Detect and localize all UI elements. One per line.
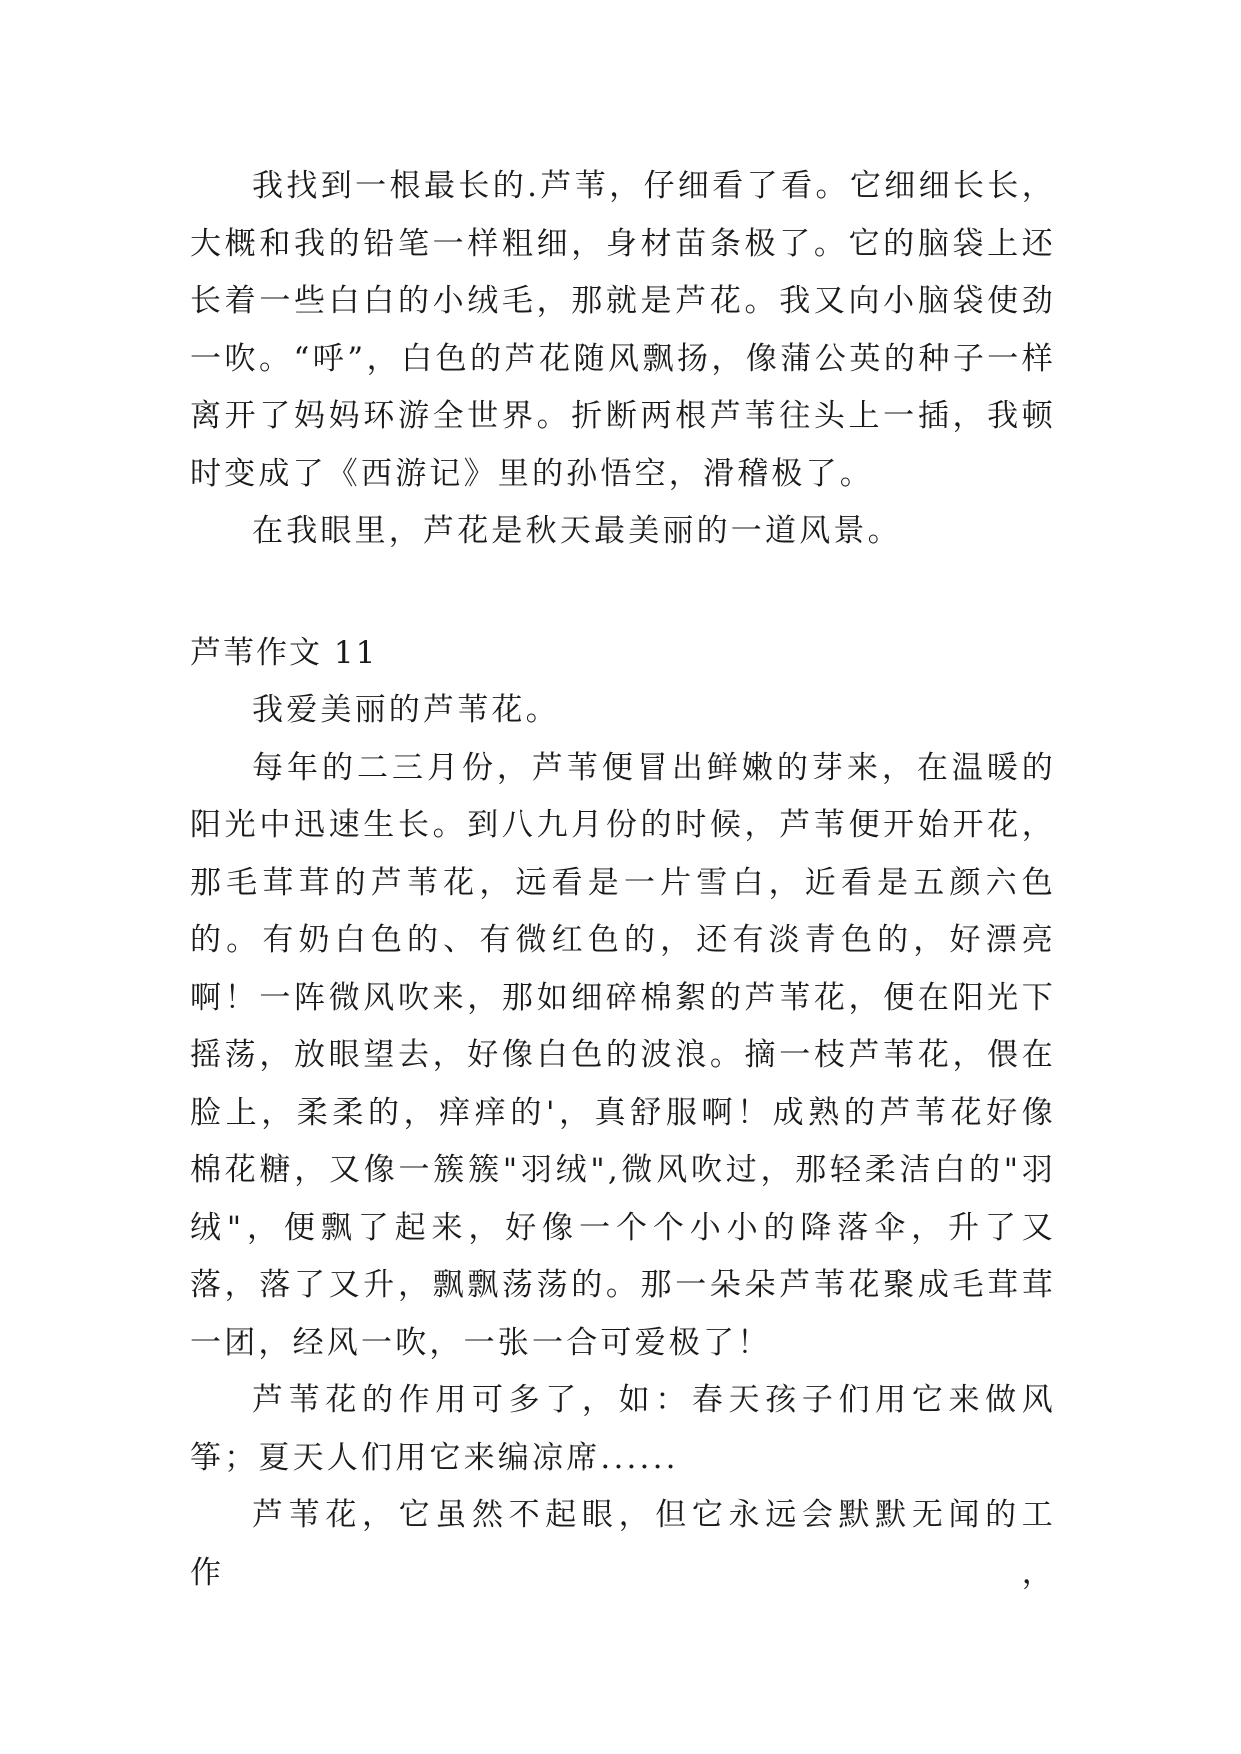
paragraph-reed-flower-uses: 芦苇花的作用可多了，如：春天孩子们用它来做风筝；夏天人们用它来编凉席...... xyxy=(190,1382,1056,1476)
paragraph-reed-flower-description: 每年的二三月份，芦苇便冒出鲜嫩的芽来，在温暖的阳光中迅速生长。到八九月份的时候，芦苇便开始开花，那毛茸茸的芦苇花，远看是一片雪白，近看是五颜六色的。有奶白色的、有微红色的，还有淡青色的，好漂亮啊！一阵微风吹来，那如细碎棉絮的芦苇花，便在阳光下摇荡，放眼望去，好像白色的波浪。摘一枝芦苇花，偎在脸上，柔柔的，痒痒的'，真舒服啊！成熟的芦苇花好像棉花糖，又像一簇簇"羽绒",微风吹过，那轻柔洁白的"羽绒"，便飘了起来，好像一个个小小的降落伞，升了又落，落了又升，飘飘荡荡的。那一朵朵芦苇花聚成毛茸茸一团，经风一吹，一张一合可爱极了！ xyxy=(190,749,1056,1361)
paragraph-autumn-scenery: 在我眼里，芦花是秋天最美丽的一道风景。 xyxy=(252,513,902,549)
section-heading: 芦苇作文 11 xyxy=(190,634,378,671)
paragraph-intro: 我爱美丽的芦苇花。 xyxy=(252,692,560,728)
paragraph-reed-flower-conclusion: 芦苇花，它虽然不起眼，但它永远会默默无闻的工作， xyxy=(190,1497,1056,1591)
paragraph-reed-description: 我找到一根最长的.芦苇，仔细看了看。它细细长长，大概和我的铅笔一样粗细，身材苗条极了。它的脑袋上还长着一些白白的小绒毛，那就是芦花。我又向小脑袋使劲一吹。“呼”，白色的芦花随风飘扬，像蒲公英的种子一样离开了妈妈环游全世界。折断两根芦苇往头上一插，我顿时变成了《西游记》里的孙悟空，滑稽极了。 xyxy=(190,168,1056,492)
document-body xyxy=(190,158,1056,1602)
